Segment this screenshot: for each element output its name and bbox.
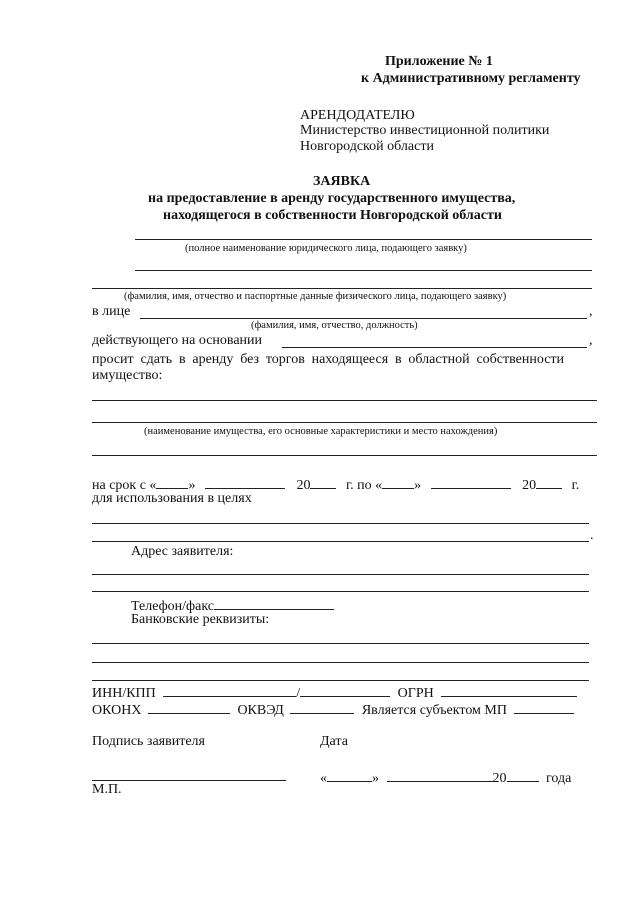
start-day-field[interactable] <box>156 475 188 489</box>
term-by: г. по « <box>345 478 383 493</box>
purpose-label: для использования в целях <box>92 491 252 506</box>
legal-entity-name-field-2[interactable] <box>135 270 592 271</box>
mp-subject-label: Является субъектом МП <box>361 703 507 718</box>
start-year-field[interactable] <box>310 475 336 489</box>
signature-field[interactable] <box>92 780 286 781</box>
start-month-field[interactable] <box>205 475 285 489</box>
year-prefix-1: 20 <box>296 478 311 493</box>
purpose-field-2[interactable] <box>92 541 589 542</box>
in-person-label: в лице <box>92 304 131 319</box>
individual-data-field[interactable] <box>92 288 592 289</box>
addressee-region: Новгородской области <box>300 139 434 154</box>
property-field-1[interactable] <box>92 400 597 401</box>
request-text-line-2: имущество: <box>92 368 163 383</box>
comma-2: , <box>589 333 593 348</box>
quote-close-1: » <box>188 478 196 493</box>
addressee-ministry: Министерство инвестиционной политики <box>300 123 550 138</box>
end-day-field[interactable] <box>382 475 414 489</box>
address-field-2[interactable] <box>92 591 589 592</box>
mp-subject-field[interactable] <box>514 700 574 714</box>
signature-label: Подпись заявителя <box>92 734 205 749</box>
bank-field-2[interactable] <box>92 662 589 663</box>
representative-field[interactable] <box>140 318 587 319</box>
codes-row <box>92 700 574 718</box>
basis-label: действующего на основании <box>92 333 263 348</box>
ogrn-field[interactable] <box>441 683 577 697</box>
date-suffix: года <box>546 771 572 786</box>
quote-close-2: » <box>414 478 422 493</box>
date-year-prefix: 20 <box>492 771 507 786</box>
date-row <box>320 768 571 786</box>
purpose-field-1[interactable] <box>92 523 589 524</box>
comma-1: , <box>589 304 593 319</box>
title-line-2: находящегося в собственности Новгородской области <box>163 208 502 223</box>
phone-field[interactable] <box>214 596 334 610</box>
appendix-number: Приложение № 1 <box>385 54 493 69</box>
phone-label: Телефон/факс <box>131 599 215 614</box>
okved-label: ОКВЭД <box>237 703 284 718</box>
slash: / <box>296 686 301 701</box>
document-title: ЗАЯВКА <box>313 174 371 189</box>
property-field-3[interactable] <box>92 455 597 456</box>
inn-label: ИНН/КПП <box>92 686 156 701</box>
bank-field-1[interactable] <box>92 643 589 644</box>
hint-individual: (фамилия, имя, отчество и паспортные данные физического лица, подающего заявку) <box>124 291 507 302</box>
year-prefix-2: 20 <box>522 478 537 493</box>
address-label: Адрес заявителя: <box>131 544 234 559</box>
date-year-field[interactable] <box>507 768 539 782</box>
bank-field-3[interactable] <box>92 680 589 681</box>
end-month-field[interactable] <box>431 475 511 489</box>
okved-field[interactable] <box>290 700 354 714</box>
ogrn-label: ОГРН <box>397 686 434 701</box>
end-year-field[interactable] <box>536 475 562 489</box>
kpp-field[interactable] <box>300 683 390 697</box>
okonh-field[interactable] <box>148 700 230 714</box>
date-open: « <box>320 771 327 786</box>
period: . <box>590 528 594 543</box>
hint-position: (фамилия, имя, отчество, должность) <box>251 320 418 331</box>
addressee-to: АРЕНДОДАТЕЛЮ <box>300 108 415 123</box>
property-field-2[interactable] <box>92 422 597 423</box>
inn-field[interactable] <box>163 683 296 697</box>
date-month-field[interactable] <box>387 768 493 782</box>
date-close: » <box>372 771 379 786</box>
basis-field[interactable] <box>282 347 587 348</box>
inn-row <box>92 683 577 701</box>
term-prefix: на срок с « <box>92 478 157 493</box>
regulation-reference: к Административному регламенту <box>361 71 581 86</box>
date-day-field[interactable] <box>327 768 372 782</box>
stamp-label: М.П. <box>92 782 122 797</box>
date-label: Дата <box>320 734 348 749</box>
legal-entity-name-field[interactable] <box>135 239 592 240</box>
bank-label: Банковские реквизиты: <box>131 612 270 627</box>
year-suffix: г. <box>571 478 580 493</box>
request-text-line-1: просит сдать в аренду без торгов находящееся в областной собственности <box>92 352 565 367</box>
title-line-1: на предоставление в аренду государственного имущества, <box>148 191 516 206</box>
address-field-1[interactable] <box>92 574 589 575</box>
hint-legal-entity: (полное наименование юридического лица, подающего заявку) <box>185 243 467 254</box>
okonh-label: ОКОНХ <box>92 703 142 718</box>
hint-property: (наименование имущества, его основные характеристики и место нахождения) <box>144 426 498 437</box>
